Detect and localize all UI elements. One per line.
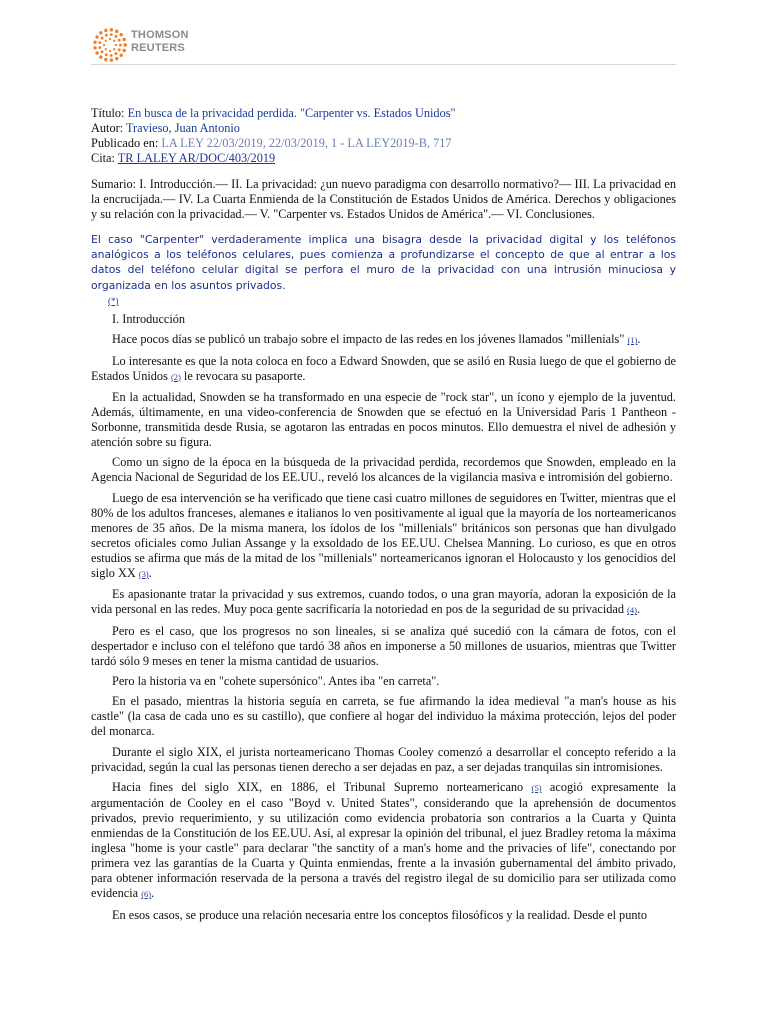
header-divider bbox=[91, 64, 676, 65]
logo-dot bbox=[99, 31, 102, 34]
logo-dot bbox=[93, 46, 96, 49]
logo-dot bbox=[118, 48, 121, 51]
logo-dot bbox=[118, 39, 121, 42]
summary: Sumario: I. Introducción.— II. La privacidad: ¿un nuevo paradigma con desarrollo normativo?— III. La privacidad en la encrucijada.— IV. La Cuarta Enmienda de la Constitución de Estados Unidos de América. Derechos y obligaciones y su relación con la privacidad.— V. "Carpenter vs. Estados Unidos de América".— VI. Conclusiones. bbox=[91, 177, 676, 221]
body-paragraph: Pero la historia va en "cohete supersónico". Antes iba "en carreta". bbox=[112, 673, 440, 688]
logo-dot bbox=[109, 50, 111, 52]
logo-dot bbox=[101, 51, 104, 54]
publisher-wordmark bbox=[131, 29, 189, 55]
body-paragraphs bbox=[91, 332, 676, 922]
footnote-link[interactable]: (4) bbox=[627, 605, 638, 616]
published-link[interactable]: LA LEY 22/03/2019, 22/03/2019, 1 - LA LEY2019-B, 717 bbox=[161, 136, 452, 150]
body-paragraph: En la actualidad, Snowden se ha transformado en una especie de "rock star", un ícono y ejemplo de la juventud. Además, últimamente, en una video-conferencia de Snowden que se efectuó en la Universidad Paris 1 Pantheon - Sorbonne, transmitida desde Rusia, se agotaron las entradas en pocos minutos. Ello demuestra el nivel de adhesión y atención sobre su figura. bbox=[91, 389, 676, 449]
logo-dot bbox=[122, 49, 125, 52]
published-label: Publicado en: bbox=[91, 136, 159, 150]
logo-dot bbox=[110, 28, 113, 31]
logo-dot bbox=[122, 38, 125, 41]
document-header bbox=[91, 24, 676, 64]
citation-label: Cita: bbox=[91, 151, 115, 165]
logo-dot bbox=[99, 55, 102, 58]
logo-dot bbox=[115, 30, 118, 33]
logo-dot bbox=[104, 58, 107, 61]
logo-dot bbox=[120, 33, 123, 36]
logo-dot bbox=[101, 37, 104, 40]
footnote-link[interactable]: (2) bbox=[170, 371, 181, 382]
footnote-link[interactable]: (1) bbox=[627, 335, 638, 346]
title-value: En busca de la privacidad perdida. "Carpenter vs. Estados Unidos" bbox=[127, 106, 456, 120]
logo-dot bbox=[110, 54, 113, 57]
body-paragraph: En esos casos, se produce una relación necesaria entre los conceptos filosóficos y la realidad. Desde el punto bbox=[112, 907, 648, 922]
section-heading: I. Introducción bbox=[112, 311, 186, 326]
body-paragraph: Pero es el caso, que los progresos no son lineales, si se analiza qué sucedió con la cámara de fotos, con el despertador e incluso con el teléfono que tardó 38 años en imponerse a 50 millones de usuarios, mientras que Twitter tardó sólo 9 meses en tener la misma cantidad de usuarios. bbox=[91, 623, 676, 668]
logo-dot bbox=[115, 57, 118, 60]
footnote-link[interactable]: (3) bbox=[138, 568, 149, 579]
logo-dot bbox=[105, 40, 107, 42]
logo-dot bbox=[105, 34, 108, 37]
logo-dot bbox=[105, 53, 108, 56]
logo-dot bbox=[95, 35, 98, 38]
body-paragraph: Hacia fines del siglo XIX, en 1886, el Tribunal Supremo norteamericano (5) acogió expresamente la argumentación de Cooley en el caso "Boyd v. United States", considerando que la aprehensión de documentos privados, previo requerimiento, y su utilización como evidencia probatoria son contrarios a la Cuarta y Quinta enmiendas de la Constitución de los EE.UU. Así, al expresar la opinión del tribunal, el juez Bradley retoma la máxima inglesa "home is your castle" para declarar "the sanctity of a man's home and the privacies of life", conectando por primera vez las garantías de la Cuarta y Quinta enmiendas, frente a la invasión gubernamental del ámbito privado, para obtener información reservada de la persona a través del registro ilegal de su domicilio para ser utilizada como evidencia (6). bbox=[91, 780, 676, 901]
body-paragraph: Durante el siglo XIX, el jurista norteamericano Thomas Cooley comenzó a desarrollar el concepto referido a la privacidad, según la cual las personas tienen derecho a ser dejadas en paz, a ser dejadas tranquilas sin intromisiones. bbox=[91, 744, 676, 774]
citation-row bbox=[91, 151, 676, 166]
logo-dot bbox=[98, 41, 101, 44]
logo-dot bbox=[109, 38, 111, 40]
logo-dot bbox=[120, 54, 123, 57]
citation-link[interactable]: TR LALEY AR/DOC/403/2019 bbox=[117, 151, 276, 165]
author-note-link[interactable]: (*) bbox=[108, 295, 119, 306]
abstract: El caso "Carpenter" verdaderamente implica una bisagra desde la privacidad digital y los teléfonos analógicos a los teléfonos celulares, pues comienza a profundizarse el concepto de que al entrar a los datos del teléfono celular digital se perfora el muro de la privacidad con una intrusión minuciosa y organizada en los asuntos privados. bbox=[91, 233, 676, 292]
body-paragraph: Es apasionante tratar la privacidad y sus extremos, cuando todos, o una gran mayoría, adoran la exposición de la vida personal en las redes. Muy poca gente sacrificaría la notoriedad en pos de la seguridad de su privacidad (4). bbox=[91, 587, 676, 617]
logo-dot bbox=[110, 33, 113, 36]
author-link[interactable]: Travieso, Juan Antonio bbox=[125, 121, 240, 135]
footnote-link[interactable]: (5) bbox=[531, 783, 542, 794]
wordmark-line-2: REUTERS bbox=[131, 42, 185, 54]
published-row bbox=[91, 136, 676, 151]
logo-dot bbox=[115, 52, 118, 55]
logo-dot bbox=[98, 46, 101, 49]
body-paragraph: Como un signo de la época en la búsqueda de la privacidad perdida, recordemos que Snowden, empleado en la Agencia Nacional de Seguridad de los EE.UU., reveló los alcances de la vigilancia masiva e intromisión del gobierno. bbox=[91, 455, 676, 485]
logo-dot bbox=[110, 58, 113, 61]
document-body bbox=[91, 106, 676, 928]
wordmark-line-1: THOMSON bbox=[131, 29, 189, 41]
logo-dot bbox=[95, 51, 98, 54]
document-metadata bbox=[91, 106, 676, 166]
logo-dot bbox=[105, 48, 107, 50]
logo-dot bbox=[93, 40, 96, 43]
footnote-link[interactable]: (6) bbox=[141, 889, 152, 900]
thomson-reuters-logo-icon bbox=[91, 26, 129, 64]
author-label: Autor: bbox=[91, 121, 124, 135]
body-paragraph: En el pasado, mientras la historia seguía en carreta, se fue afirmando la idea medieval "a man's house as his castle" (la casa de cada uno es su castillo), que confiere al hogar del individuo la máxima protección, lejos del poder del monarca. bbox=[91, 694, 676, 739]
logo-dot bbox=[115, 35, 118, 38]
body-paragraph: Luego de esa intervención se ha verificado que tiene casi cuatro millones de seguidores en Twitter, mientras que el 80% de los adultos franceses, alemanes e italianos lo ven positivamente al igual que la mayoría de los norteamericanos menores de 35 años. De la misma manera, los ídolos de los "millenials" británicos son personas que han divulgado secretos oficiales como Julian Assange y la exsoldado de los EE.UU. Chelsea Manning. Lo curioso, es que en otros estudios se afirma que más de la mitad de los "millenials" norteamericanos ignoran el Holocausto y los genocidios del siglo XX (3). bbox=[91, 490, 676, 580]
logo-dot bbox=[123, 43, 126, 46]
logo-dot bbox=[119, 44, 122, 47]
logo-dot bbox=[113, 40, 115, 42]
author-row bbox=[91, 121, 676, 136]
logo-dot bbox=[115, 44, 117, 46]
logo-dot bbox=[104, 29, 107, 32]
logo-dot bbox=[113, 48, 115, 50]
title-label: Título: bbox=[91, 106, 125, 120]
body-paragraph: Hace pocos días se publicó un trabajo sobre el impacto de las redes en los jóvenes llamados "millenials" (1). bbox=[112, 332, 641, 347]
logo-dot bbox=[103, 44, 105, 46]
title-row bbox=[91, 106, 676, 121]
body-paragraph: Lo interesante es que la nota coloca en foco a Edward Snowden, que se asiló en Rusia luego de que el gobierno de Estados Unidos (2) le revocara su pasaporte. bbox=[91, 353, 676, 383]
